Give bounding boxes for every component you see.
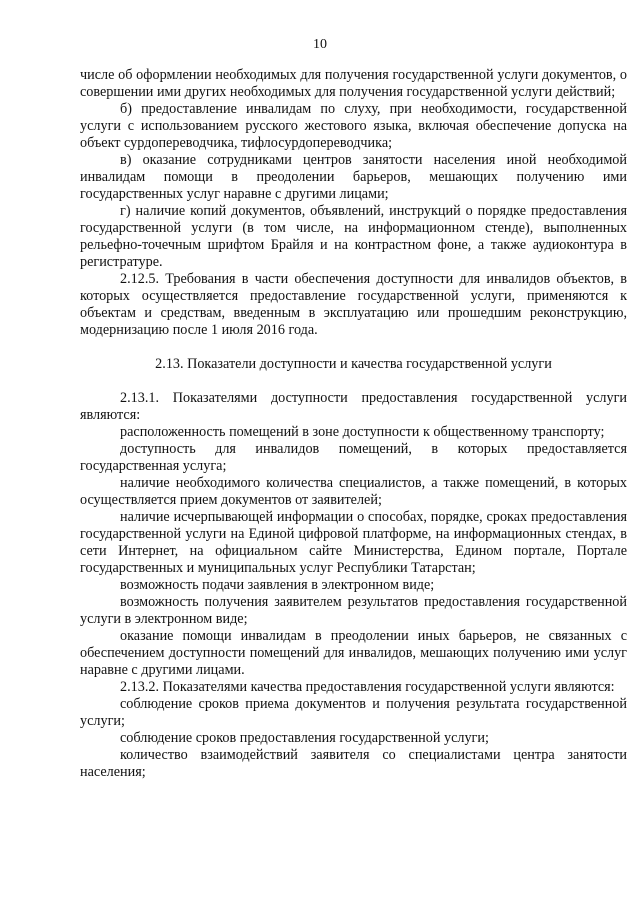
paragraph-item-v: в) оказание сотрудниками центров занятости населения иной необходимой инвалидам помощи в преодолении барьеров, мешающих получению ими государственных услуг наравне с другими лицами;: [80, 152, 627, 202]
list-item: возможность подачи заявления в электронном виде;: [120, 577, 435, 593]
paragraph-item-g: г) наличие копий документов, объявлений, инструкций о порядке предоставления государственной услуги (в том числе, на информационном стенде), выполненных рельефно-точечным шрифтом Брайля и на контрастном фоне, а также аудиоконтура в регистратуре.: [80, 203, 627, 270]
list-item: доступность для инвалидов помещений, в которых предоставляется государственная услуга;: [80, 441, 627, 474]
page-number: 10: [313, 37, 327, 52]
paragraph-continuation: числе об оформлении необходимых для получения государственной услуги документов, о совершении ими других необходимых для получения государственной услуги действий;: [80, 67, 627, 100]
list-item: расположенность помещений в зоне доступности к общественному транспорту;: [120, 424, 605, 440]
list-item: количество взаимодействий заявителя со специалистами центра занятости населения;: [80, 747, 627, 780]
list-item: наличие необходимого количества специалистов, а также помещений, в которых осуществляется прием документов от заявителей;: [80, 475, 627, 508]
list-item: возможность получения заявителем результатов предоставления государственной услуги в электронном виде;: [80, 594, 627, 627]
list-item: оказание помощи инвалидам в преодолении иных барьеров, не связанных с обеспечением доступности помещений для инвалидов, мешающих получению ими услуг наравне с другими лицами.: [80, 628, 627, 678]
section-heading: 2.13. Показатели доступности и качества государственной услуги: [155, 356, 552, 372]
list-item: соблюдение сроков предоставления государственной услуги;: [120, 730, 489, 746]
list-item: наличие исчерпывающей информации о способах, порядке, сроках предоставления государственной услуги на Единой цифровой платформе, на информационных стендах, в сети Интернет, на официальном сайте Министерства, Едином портале, Портале государственных и муниципальных услуг Республики Татарстан;: [80, 509, 627, 576]
document-body: [80, 67, 627, 781]
paragraph-item-b: б) предоставление инвалидам по слуху, при необходимости, государственной услуги с использованием русского жестового языка, включая обеспечение допуска на объект сурдопереводчика, тифлосурдопереводчика;: [80, 101, 627, 151]
paragraph-2-12-5: 2.12.5. Требования в части обеспечения доступности для инвалидов объектов, в которых осуществляется предоставление государственной услуги, применяются к объектам и средствам, введенным в эксплуатацию или прошедшим реконструкцию, модернизацию после 1 июля 2016 года.: [80, 271, 627, 338]
paragraph-2-13-2: 2.13.2. Показателями качества предоставления государственной услуги являются:: [120, 679, 615, 695]
list-item: соблюдение сроков приема документов и получения результата государственной услуги;: [80, 696, 627, 729]
paragraph-2-13-1: 2.13.1. Показателями доступности предоставления государственной услуги являются:: [80, 390, 627, 423]
